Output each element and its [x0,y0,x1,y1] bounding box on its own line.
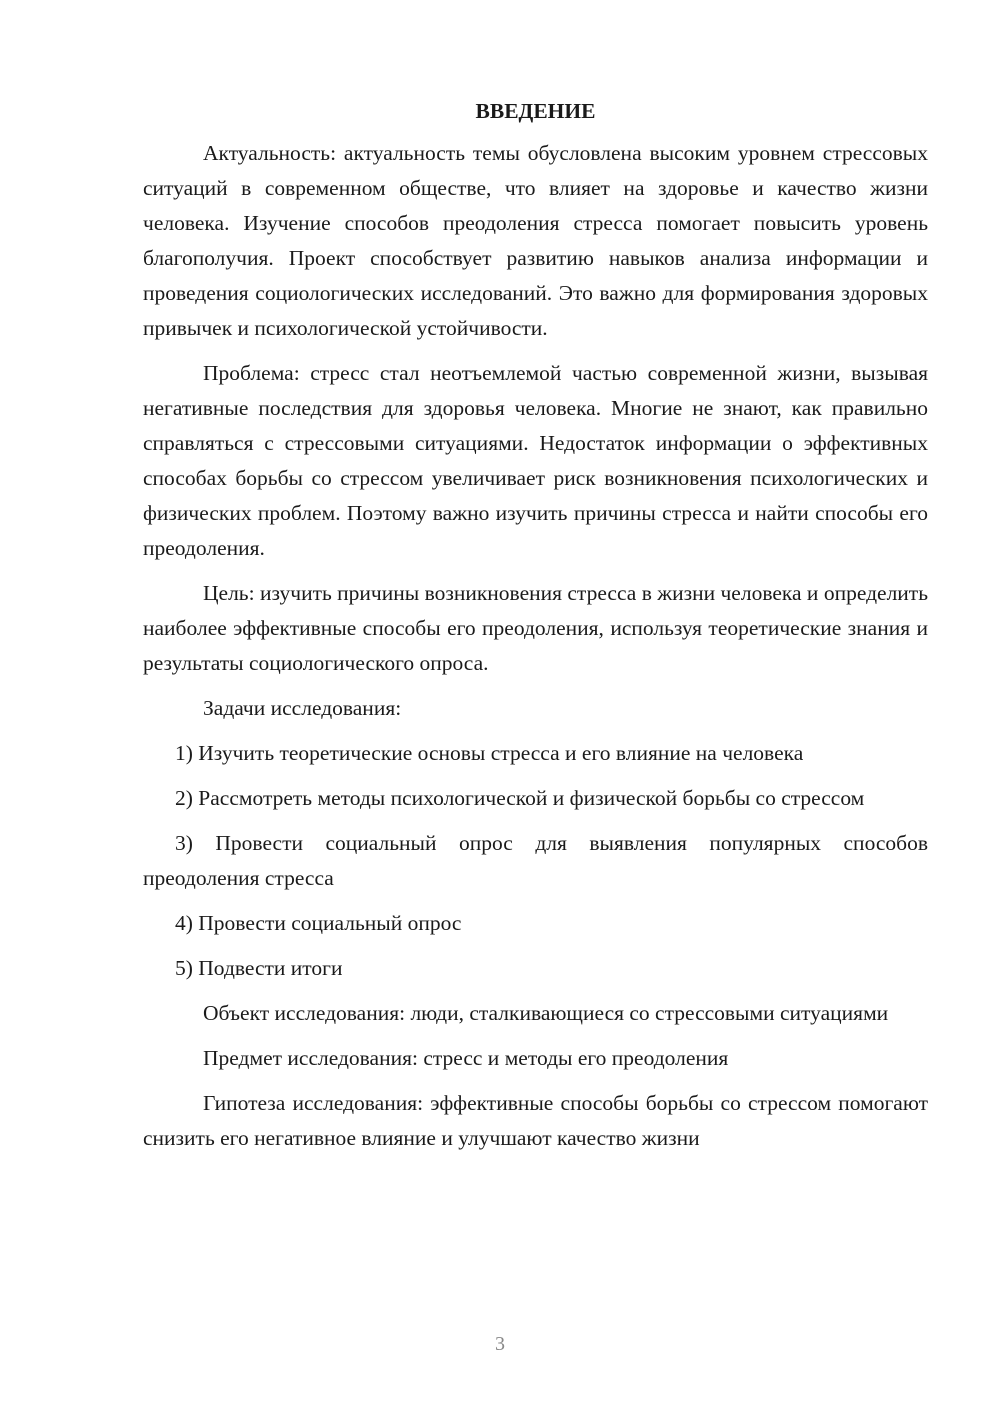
problem-paragraph: Проблема: стресс стал неотъемлемой частью современной жизни, вызывая негативные последствия для здоровья человека. Многие не знают, как правильно справляться с стрессовыми ситуациями. Недостаток информации о эффективных способах борьбы со стрессом увеличивает риск возникновения психологических и физических проблем. Поэтому важно изучить причины стресса и найти способы его преодоления. [143,361,928,560]
page-content [143,96,928,1166]
goal-paragraph: Цель: изучить причины возникновения стресса в жизни человека и определить наиболее эффективные способы его преодоления, используя теоретические знания и результаты социологического опроса. [143,581,928,675]
task-item-3: 3) Провести социальный опрос для выявления популярных способов преодоления стресса [143,831,928,890]
subject-paragraph: Предмет исследования: стресс и методы его преодоления [203,1046,729,1070]
section-title: ВВЕДЕНИЕ [475,99,596,123]
task-item-4: 4) Провести социальный опрос [175,911,462,935]
tasks-heading: Задачи исследования: [203,696,402,720]
page-number: 3 [495,1333,505,1355]
hypothesis-paragraph: Гипотеза исследования: эффективные способы борьбы со стрессом помогают снизить его негативное влияние и улучшают качество жизни [143,1091,928,1150]
task-item-1: 1) Изучить теоретические основы стресса и его влияние на человека [175,741,804,765]
task-item-5: 5) Подвести итоги [175,956,343,980]
task-item-2: 2) Рассмотреть методы психологической и физической борьбы со стрессом [175,786,865,810]
object-paragraph: Объект исследования: люди, сталкивающиеся со стрессовыми ситуациями [203,1001,889,1025]
relevance-paragraph: Актуальность: актуальность темы обусловлена высоким уровнем стрессовых ситуаций в современном обществе, что влияет на здоровье и качество жизни человека. Изучение способов преодоления стресса помогает повысить уровень благополучия. Проект способствует развитию навыков анализа информации и проведения социологических исследований. Это важно для формирования здоровых привычек и психологической устойчивости. [143,141,928,340]
